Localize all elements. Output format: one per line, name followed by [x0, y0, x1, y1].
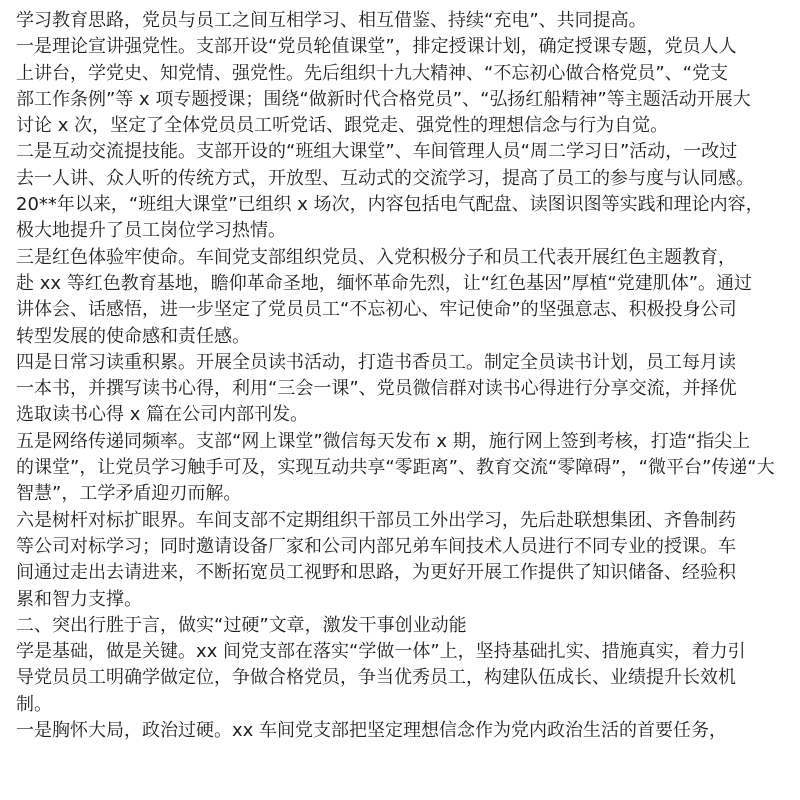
text-line: 选取读书心得 x 篇在公司内部刊发。 — [16, 404, 309, 426]
text-line: 二是互动交流提技能。支部开设的“班组大课堂”、车间管理人员“周二学习日”活动，一改过 — [16, 141, 738, 163]
text-line: 五是网络传递同频率。支部“网上课堂”微信每天发布 x 期，施行网上签到考核，打造“指尖上 — [16, 430, 751, 452]
text-line: 赴 xx 等红色教育基地，瞻仰革命圣地，缅怀革命先烈，让“红色基因”厚植“党建肌体”。通过 — [16, 272, 753, 294]
text-line: 制。 — [16, 693, 52, 715]
text-line: 部工作条例”等 x 项专题授课；围绕“做新时代合格党员”、“弘扬红船精神”等主题活动开展大 — [16, 88, 751, 110]
document-body — [16, 8, 788, 744]
text-line: 极大地提升了员工岗位学习热情。 — [16, 220, 286, 242]
text-line: 六是树杆对标扩眼界。车间支部不定期组织干部员工外出学习，先后赴联想集团、齐鲁制药 — [16, 509, 736, 531]
text-line: 去一人讲、众人听的传统方式，开放型、互动式的交流学习，提高了员工的参与度与认同感。 — [16, 167, 754, 189]
text-line: 一本书，并撰写读书心得，利用“三会一课”、党员微信群对读书心得进行分享交流，并择优 — [16, 378, 737, 400]
text-line: 20**年以来，“班组大课堂”已组织 x 场次，内容包括电气配盘、读图识图等实践和理论内容， — [16, 194, 764, 216]
text-line: 二、突出行胜于言，做实“过硬”文章，激发干事创业动能 — [16, 614, 467, 636]
text-line: 一是理论宣讲强党性。支部开设“党员轮值课堂”，排定授课计划，确定授课专题，党员人人 — [16, 36, 737, 58]
text-line: 间通过走出去请进来，不断拓宽员工视野和思路，为更好开展工作提供了知识储备、经验积 — [16, 562, 736, 584]
text-line: 的课堂”，让党员学习触手可及，实现互动共享“零距离”、教育交流“零障碍”，“微平台”传递“大 — [16, 457, 775, 479]
text-line: 学是基础，做是关键。xx 间党支部在落实“学做一体”上，坚持基础扎实、措施真实，着力引 — [16, 641, 746, 663]
text-line: 学习教育思路，党员与员工之间互相学习、相互借鉴、持续“充电”、共同提高。 — [16, 10, 647, 31]
text-line: 三是红色体验牢使命。车间党支部组织党员、入党积极分子和员工代表开展红色主题教育， — [16, 246, 736, 268]
text-line: 智慧”，工学矛盾迎刃而解。 — [16, 483, 242, 505]
text-line: 导党员员工明确学做定位，争做合格党员，争当优秀员工，构建队伍成长、业绩提升长效机 — [16, 667, 736, 689]
text-line: 上讲台，学党史、知党情、强党性。先后组织十九大精神、“不忘初心做合格党员”、“党支 — [16, 62, 728, 84]
text-line: 讨论 x 次，坚定了全体党员员工听党话、跟党走、强党性的理想信念与行为自觉。 — [16, 115, 669, 137]
text-line: 四是日常习读重积累。开展全员读书活动，打造书香员工。制定全员读书计划，员工每月读 — [16, 351, 736, 373]
text-line: 讲体会、话感悟，进一步坚定了党员员工“不忘初心、牢记使命”的坚强意志、积极投身公司 — [16, 299, 737, 321]
text-line: 转型发展的使命感和责任感。 — [16, 325, 250, 347]
text-line: 一是胸怀大局，政治过硬。xx 车间党支部把坚定理想信念作为党内政治生活的首要任务， — [16, 720, 728, 742]
text-line: 累和智力支撑。 — [16, 588, 142, 610]
text-line: 等公司对标学习；同时邀请设备厂家和公司内部兄弟车间技术人员进行不同专业的授课。车 — [16, 535, 736, 557]
